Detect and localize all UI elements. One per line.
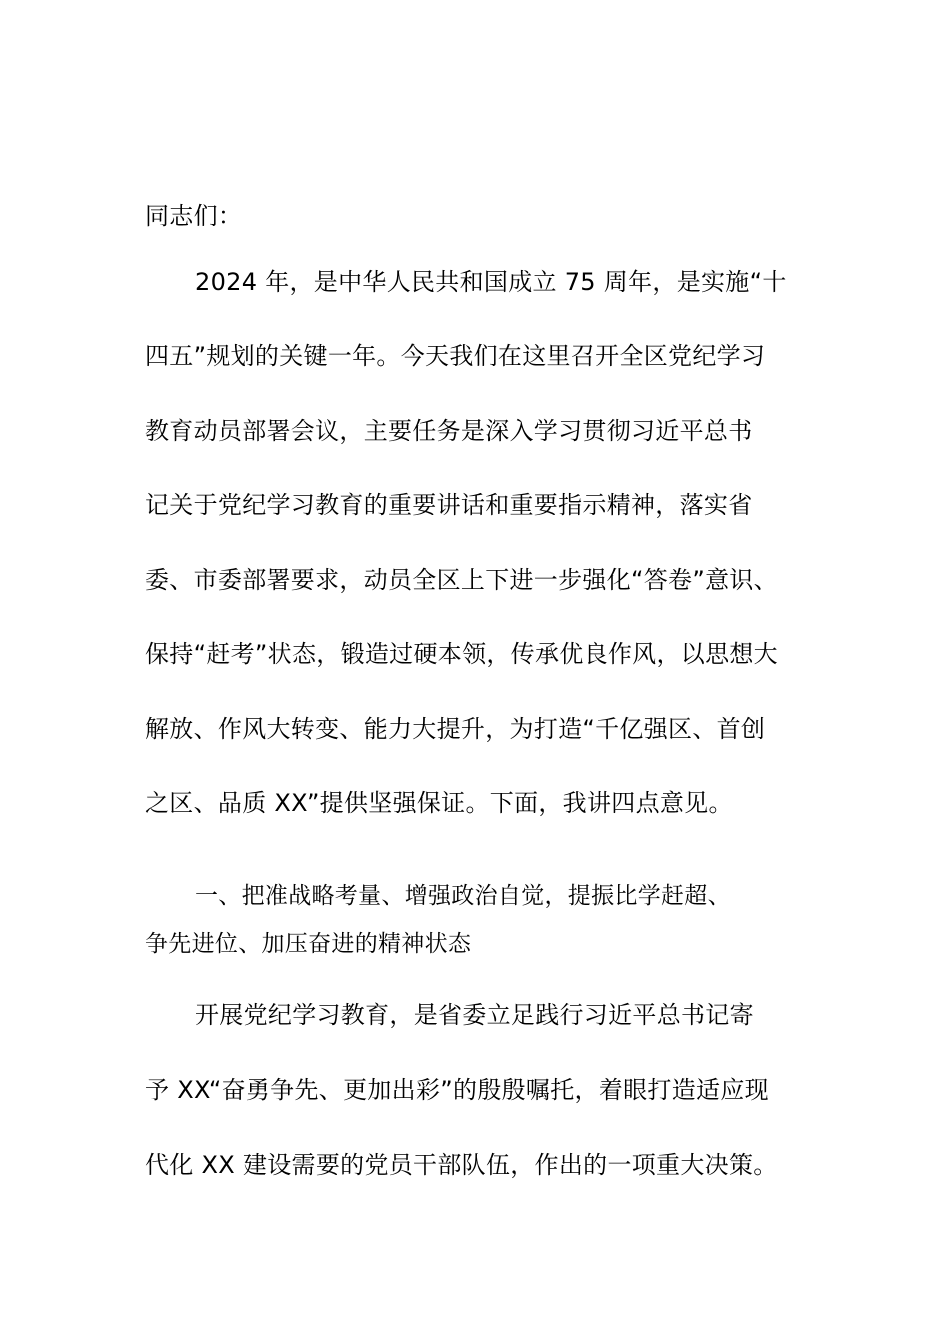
paragraph-line: 之区、品质 XX”提供坚强保证。下面，我讲四点意见。 (145, 789, 733, 817)
paragraph-line: 开展党纪学习教育，是省委立足践行习近平总书记寄 (195, 1001, 754, 1029)
salutation: 同志们： (145, 202, 243, 230)
paragraph-line: 记关于党纪学习教育的重要讲话和重要指示精神，落实省 (145, 491, 753, 519)
paragraph-line: 委、市委部署要求，动员全区上下进一步强化“答卷”意识、 (145, 566, 778, 594)
paragraph-line: 保持“赶考”状态，锻造过硬本领，传承优良作风，以思想大 (145, 640, 778, 668)
paragraph-line: 予 XX“奋勇争先、更加出彩”的殷殷嘱托，着眼打造适应现 (145, 1076, 769, 1104)
paragraph-line: 2024 年，是中华人民共和国成立 75 周年，是实施“十 (195, 268, 787, 296)
paragraph-line: 解放、作风大转变、能力大提升，为打造“千亿强区、首创 (145, 715, 766, 743)
paragraph-line: 四五”规划的关键一年。今天我们在这里召开全区党纪学习 (145, 342, 766, 370)
section-heading-line: 一、把准战略考量、增强政治自觉，提振比学赶超、 (195, 883, 731, 909)
paragraph-line: 代化 XX 建设需要的党员干部队伍，作出的一项重大决策。 (145, 1151, 778, 1179)
section-heading-line: 争先进位、加压奋进的精神状态 (145, 931, 472, 957)
paragraph-line: 教育动员部署会议，主要任务是深入学习贯彻习近平总书 (145, 417, 753, 445)
